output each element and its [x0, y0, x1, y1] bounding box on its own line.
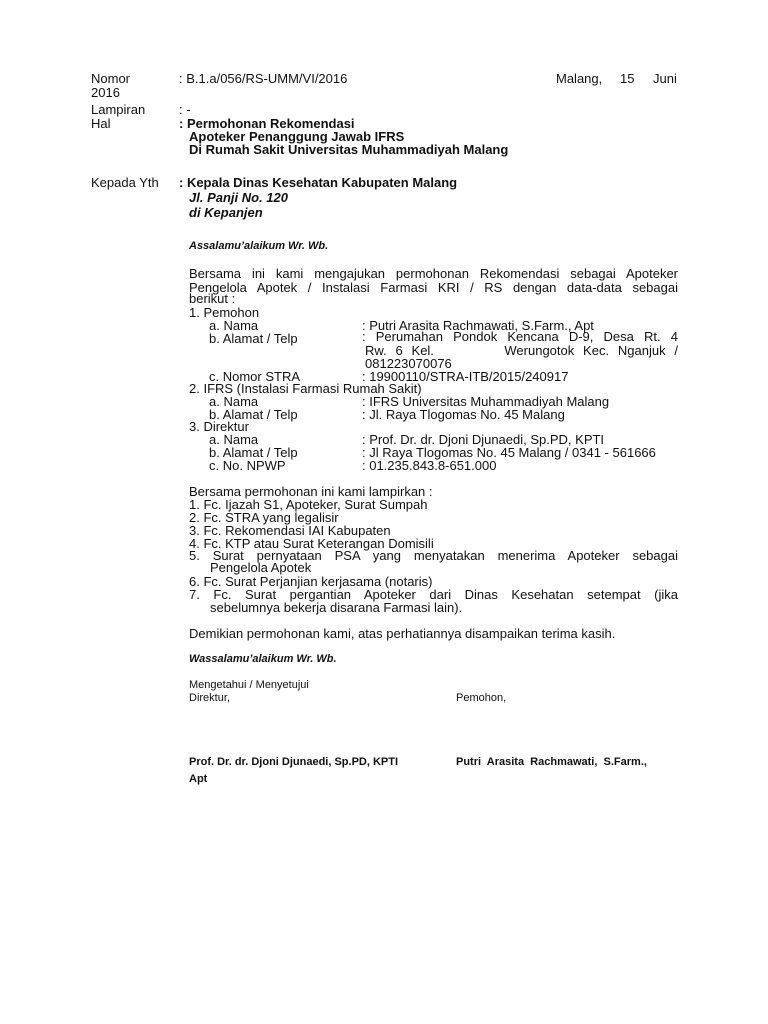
intro-line-1: Bersama ini kami mengajukan permohonan Rekomendasi sebagai Apoteker [189, 266, 678, 281]
nomor-value: : B.1.a/056/RS-UMM/VI/2016 [179, 71, 348, 86]
section1-stra-label: c. Nomor STRA [209, 369, 301, 384]
attachment-item: 1. Fc. Ijazah S1, Apoteker, Surat Sumpah [189, 497, 428, 512]
mengetahui-label: Mengetahui / Menyetujui [189, 679, 309, 691]
direktur-name: Prof. Dr. dr. Djoni Djunaedi, Sp.PD, KPTI [189, 756, 399, 768]
attachment-item-continued: Pengelola Apotek [210, 560, 312, 575]
greeting: Assalamu’alaikum Wr. Wb. [189, 240, 329, 252]
attachments-intro: Bersama permohonan ini kami lampirkan : [189, 484, 433, 499]
nomor-label: Nomor [91, 71, 131, 86]
date-year: 2016 [91, 85, 120, 100]
section3-nama-value: : Prof. Dr. dr. Djoni Djunaedi, Sp.PD, KPTI [362, 432, 605, 447]
recipient-line-3: di Kepanjen [189, 205, 263, 220]
attachment-item: 7. Fc. Surat pergantian Apoteker dari Dinas Kesehatan setempat (jika [189, 587, 678, 602]
attachment-item: 5. Surat pernyataan PSA yang menyatakan menerima Apoteker sebagai [189, 548, 678, 563]
date-month: Juni [653, 71, 677, 86]
date-day: 15 [620, 71, 635, 86]
lampiran-label: Lampiran [91, 102, 146, 117]
recipient-line-1: : Kepala Dinas Kesehatan Kabupaten Malang [179, 175, 458, 190]
hal-label: Hal [91, 116, 111, 131]
section3-npwp-label: c. No. NPWP [209, 458, 286, 473]
direktur-label: Direktur, [189, 692, 230, 704]
section2-alamat-label: b. Alamat / Telp [209, 407, 298, 422]
pemohon-name: Putri Arasita Rachmawati, S.Farm., [456, 756, 647, 768]
section1-stra-value: : 19900110/STRA-ITB/2015/240917 [362, 369, 569, 384]
recipient-line-2: Jl. Panji No. 120 [189, 190, 288, 205]
section1-alamat-label: b. Alamat / Telp [209, 331, 298, 346]
attachment-item: 6. Fc. Surat Perjanjian kerjasama (notaris) [189, 574, 433, 589]
hal-line-3: Di Rumah Sakit Universitas Muhammadiyah Malang [189, 142, 509, 157]
date-city: Malang, [556, 71, 603, 86]
section2-nama-label: a. Nama [209, 394, 259, 409]
section1-alamat-line-3: 081223070076 [365, 356, 452, 371]
lampiran-value: : - [179, 102, 191, 117]
attachment-item: 2. Fc. STRA yang legalisir [189, 510, 339, 525]
farewell: Wassalamu’alaikum Wr. Wb. [189, 653, 337, 665]
section2-title: 2. IFRS (Instalasi Farmasi Rumah Sakit) [189, 381, 422, 396]
section3-alamat-value: : Jl Raya Tlogomas No. 45 Malang / 0341 - 561666 [362, 445, 656, 460]
hal-line-2: Apoteker Penanggung Jawab IFRS [189, 129, 405, 144]
kepada-label: Kepada Yth [91, 175, 159, 190]
pemohon-name-continued: Apt [189, 773, 208, 785]
section1-alamat-line-1: : Perumahan Pondok Kencana D-9, Desa Rt. 4 [362, 329, 678, 344]
section1-title: 1. Pemohon [189, 305, 260, 320]
section2-nama-value: : IFRS Universitas Muhammadiyah Malang [362, 394, 610, 409]
attachment-item: 3. Fc. Rekomendasi IAI Kabupaten [189, 523, 391, 538]
section3-title: 3. Direktur [189, 419, 249, 434]
intro-line-2: Pengelola Apotek / Instalasi Farmasi KRI / RS dengan data-data sebagai [189, 280, 678, 295]
attachment-item-continued: sebelumnya bekerja disarana Farmasi lain). [210, 600, 463, 615]
section1-nama-label: a. Nama [209, 318, 259, 333]
intro-line-3: berikut : [189, 291, 236, 306]
section1-nama-value: : Putri Arasita Rachmawati, S.Farm., Apt [362, 318, 594, 333]
section2-alamat-value: : Jl. Raya Tlogomas No. 45 Malang [362, 407, 565, 422]
hal-line-1: : Permohonan Rekomendasi [179, 116, 355, 131]
pemohon-label: Pemohon, [456, 692, 507, 704]
section3-nama-label: a. Nama [209, 432, 259, 447]
attachment-item: 4. Fc. KTP atau Surat Keterangan Domisili [189, 536, 434, 551]
section3-alamat-label: b. Alamat / Telp [209, 445, 298, 460]
closing-sentence: Demikian permohonan kami, atas perhatiannya disampaikan terima kasih. [189, 626, 616, 641]
section1-alamat-line-2: Rw. 6 Kel. Werungotok Kec. Nganjuk / [365, 343, 678, 358]
section3-npwp-value: : 01.235.843.8-651.000 [362, 458, 497, 473]
